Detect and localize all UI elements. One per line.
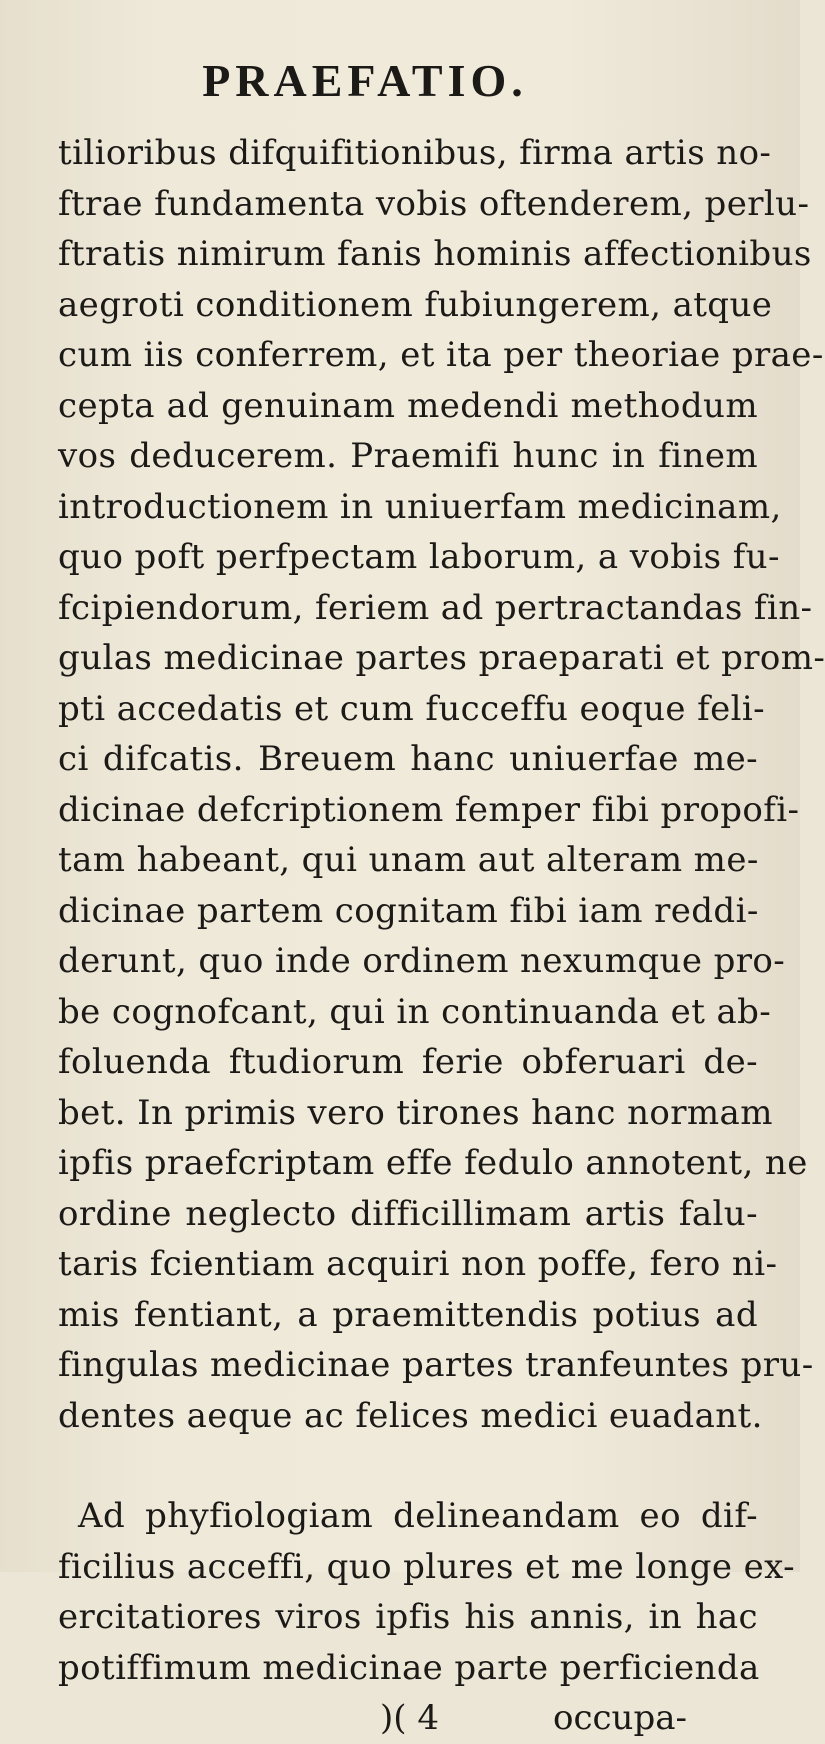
text-line: taris fcientiam acquiri non poffe, fero ni-	[58, 1244, 778, 1284]
text-line: bet. In primis vero tirones hanc normam	[58, 1092, 773, 1133]
text-line: dicinae defcriptionem femper fibi propofi-	[58, 789, 800, 830]
paragraph-1	[58, 128, 825, 1441]
text-line: cepta ad genuinam medendi methodum	[58, 385, 758, 426]
signature-mark: )( 4	[380, 1698, 439, 1738]
page-header	[0, 54, 800, 107]
text-line: fcipiendorum, feriem ad pertractandas fin-	[58, 587, 813, 628]
text-line: ercitatiores viros ipfis his annis, in hac	[58, 1597, 758, 1637]
catchword: occupa-	[553, 1698, 687, 1738]
text-line: Ad phyfiologiam delineandam eo dif-	[78, 1496, 758, 1536]
text-line: dentes aeque ac felices medici euadant.	[58, 1395, 763, 1436]
text-line: ci difcatis. Breuem hanc uniuerfae me-	[58, 739, 758, 779]
text-line: ftratis nimirum fanis hominis affectionibus	[58, 234, 812, 274]
text-line: gulas medicinae partes praeparati et prom-	[58, 638, 825, 678]
text-line: pti accedatis et cum fucceffu eoque feli-	[58, 688, 766, 729]
text-line: derunt, quo inde ordinem nexumque pro-	[58, 941, 786, 981]
text-line: quo poft perfpectam laborum, a vobis fu-	[58, 537, 780, 577]
text-line: vos deducerem. Praemifi hunc in finem	[58, 436, 758, 476]
text-line: ipfis praefcriptam effe fedulo annotent, ne	[58, 1143, 808, 1183]
text-line: mis fentiant, a praemittendis potius ad	[58, 1294, 758, 1335]
text-line: cum iis conferrem, et ita per theoriae prae-	[58, 335, 824, 375]
paragraph-2	[58, 1491, 795, 1693]
body-text	[58, 128, 825, 1744]
paragraph-gap	[58, 1441, 758, 1491]
page-footer-line	[58, 1693, 758, 1744]
text-line: dicinae partem cognitam fibi iam reddi-	[58, 890, 759, 931]
text-line: aegroti conditionem fubiungerem, atque	[58, 284, 773, 325]
text-line: foluenda ftudiorum ferie obferuari de-	[58, 1042, 758, 1082]
text-line: potiffimum medicinae parte perficienda	[58, 1647, 760, 1688]
text-line: be cognofcant, qui in continuanda et ab-	[58, 991, 772, 1032]
text-line: tilioribus difquifitionibus, firma artis no-	[58, 133, 772, 173]
text-line: tam habeant, qui unam aut alteram me-	[58, 840, 759, 880]
text-line: ordine neglecto difficillimam artis falu-	[58, 1193, 758, 1234]
text-line: ftrae fundamenta vobis oftenderem, perlu-	[58, 183, 810, 224]
text-line: ficilius acceffi, quo plures et me longe ex-	[58, 1546, 795, 1587]
running-head: PRAEFATIO.	[202, 55, 528, 106]
text-line: fingulas medicinae partes tranfeuntes pru-	[58, 1345, 814, 1385]
text-line: introductionem in uniuerfam medicinam,	[58, 486, 782, 527]
